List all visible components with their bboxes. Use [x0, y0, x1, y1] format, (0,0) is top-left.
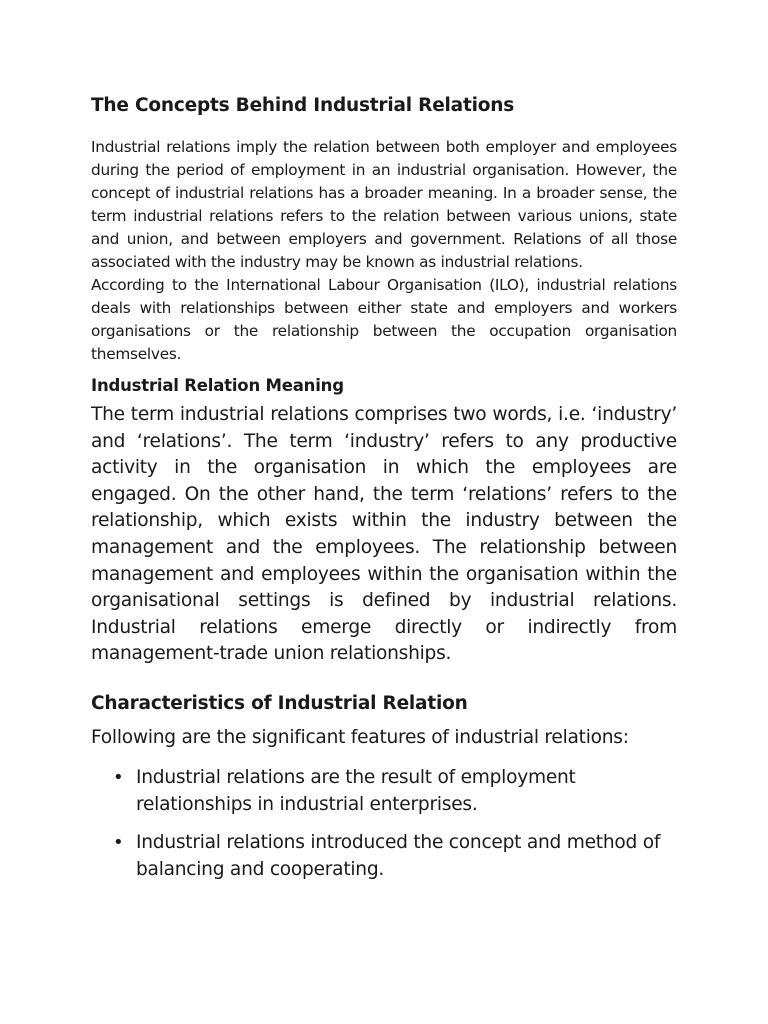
intro-paragraph: Industrial relations imply the relation between both employer and employees during the period of employment in an industrial organisation. However, the concept of industrial relations has a broader meaning. In a broader sense, the term industrial relations refers to the relation between various unions, state and union, and between employers and government. Relations of all those associated with the industry may be known as industrial relations.: [91, 138, 677, 271]
list-item: [91, 765, 677, 818]
ilo-paragraph: According to the International Labour Organisation (ILO), industrial relations deals with relationships between either state and employers and workers organisations or the relationship between the occupation organisation themselves.: [91, 276, 677, 363]
document-page: [91, 92, 677, 895]
document-title: The Concepts Behind Industrial Relations: [91, 95, 515, 116]
characteristics-intro: Following are the significant features of industrial relations:: [91, 726, 629, 748]
list-item: [91, 830, 677, 883]
characteristics-list: [91, 765, 677, 883]
bullet-icon: •: [113, 832, 124, 854]
list-item-text: Industrial relations introduced the concept and method of balancing and cooperating.: [136, 832, 661, 880]
list-item-text: Industrial relations are the result of employment relationships in industrial enterprises.: [136, 766, 576, 815]
characteristics-heading: Characteristics of Industrial Relation: [91, 692, 468, 714]
bullet-icon: •: [113, 766, 124, 788]
meaning-paragraph: The term industrial relations comprises two words, i.e. ‘industry’ and ‘relations’. The term ‘industry’ refers to any productive activity in the organisation in which the employees are engaged. On the other hand, the term ‘relations’ refers to the relationship, which exists within the industry between the management and the employees. The relationship between management and employees within the organisation within the organisational settings is defined by industrial relations. Industrial relations emerge directly or indirectly from management-trade union relationships.: [91, 404, 677, 665]
meaning-heading: Industrial Relation Meaning: [91, 376, 344, 395]
